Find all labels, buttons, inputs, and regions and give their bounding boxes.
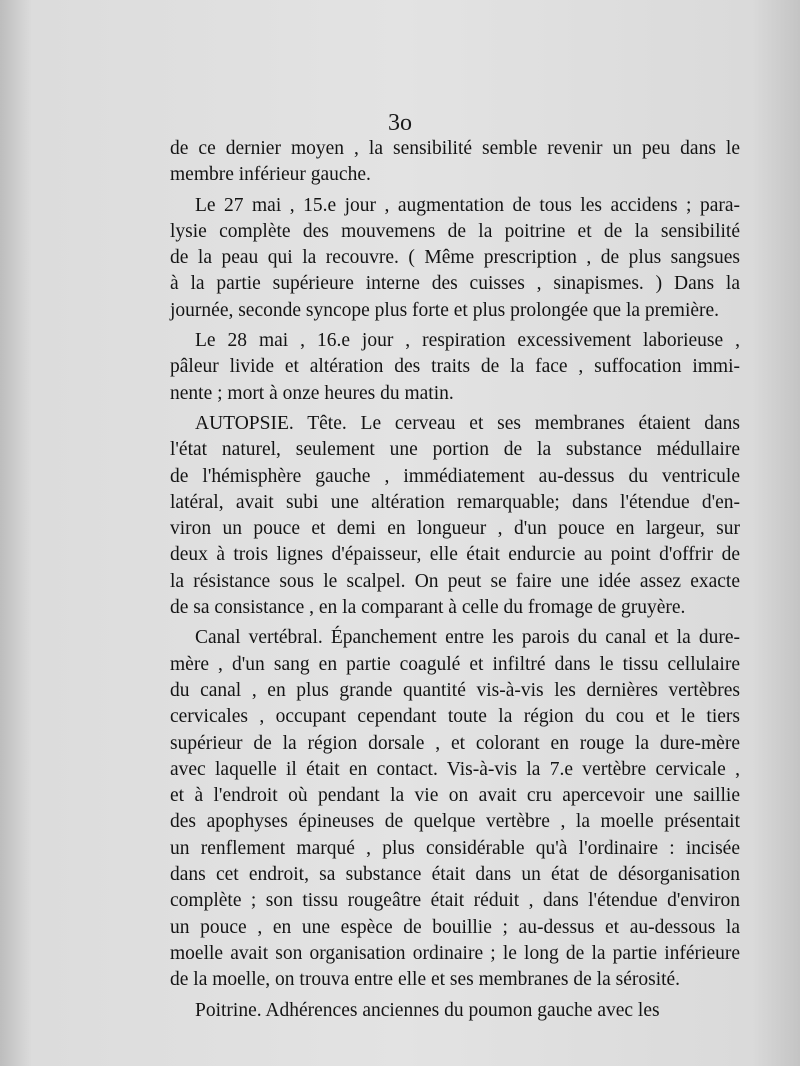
paragraph — [145, 625, 740, 993]
text-line: supérieur de la région dorsale , et colorant en rouge la dure-mère — [170, 732, 740, 754]
text-line: mère , d'un sang en partie coagulé et infiltré dans le tissu cellulaire — [170, 653, 740, 675]
text-line: nente ; mort à onze heures du matin. — [170, 382, 454, 404]
text-line: avec laquelle il était en contact. Vis-à-vis la 7.e vertèbre cervicale , — [170, 758, 740, 780]
text-line: Poitrine. Adhérences anciennes du poumon gauche avec les — [195, 999, 660, 1021]
text-line: Le 27 mai , 15.e jour , augmentation de tous les accidens ; para- — [195, 194, 740, 216]
text-line: latéral, avait subi une altération remarquable; dans l'étendue d'en- — [170, 491, 740, 513]
text-line: du canal , en plus grande quantité vis-à-vis les dernières vertèbres — [170, 679, 740, 701]
text-line: membre inférieur gauche. — [170, 164, 371, 186]
text-line: de ce dernier moyen , la sensibilité semble revenir un peu dans le — [170, 138, 740, 159]
paragraph — [145, 193, 740, 324]
text-line: de la peau qui la recouvre. ( Même prescription , de plus sangsues — [170, 247, 740, 269]
text-line: de sa consistance , en la comparant à celle du fromage de gruyère. — [170, 597, 686, 619]
text-line: AUTOPSIE. Tête. Le cerveau et ses membranes étaient dans — [195, 412, 740, 434]
text-line: cervicales , occupant cependant toute la région du cou et le tiers — [170, 706, 740, 728]
page-number: 3o — [388, 110, 412, 136]
paragraph — [145, 328, 740, 407]
paragraph — [145, 998, 740, 1024]
body-text — [145, 136, 740, 1028]
paragraph — [145, 411, 740, 621]
text-line: et à l'endroit où pendant la vie on avait cru apercevoir une saillie — [170, 785, 740, 807]
text-line: un pouce , en une espèce de bouillie ; au-dessus et au-dessous la — [170, 916, 740, 938]
text-line: pâleur livide et altération des traits de la face , suffocation immi- — [170, 356, 740, 378]
text-line: de la moelle, on trouva entre elle et ses membranes de la sérosité. — [170, 969, 681, 991]
text-line: lysie complète des mouvemens de la poitrine et de la sensibilité — [170, 220, 740, 242]
text-line: des apophyses épineuses de quelque vertèbre , la moelle présentait — [170, 811, 740, 833]
text-line: journée, seconde syncope plus forte et plus prolongée que la première. — [170, 299, 720, 321]
text-line: complète ; son tissu rougeâtre était réduit , dans l'étendue d'environ — [170, 890, 740, 912]
text-line: l'état naturel, seulement une portion de la substance médullaire — [170, 439, 740, 461]
paragraph — [145, 136, 740, 189]
text-line: de l'hémisphère gauche , immédiatement au-dessus du ventricule — [170, 465, 740, 487]
text-line: dans cet endroit, sa substance était dans un état de désorganisation — [170, 864, 740, 886]
text-line: à la partie supérieure interne des cuisses , sinapismes. ) Dans la — [170, 273, 740, 295]
text-line: la résistance sous le scalpel. On peut se faire une idée assez exacte — [170, 570, 740, 592]
text-line: Le 28 mai , 16.e jour , respiration excessivement laborieuse , — [195, 330, 740, 352]
text-line: deux à trois lignes d'épaisseur, elle était endurcie au point d'offrir de — [170, 544, 740, 566]
text-line: Canal vertébral. Épanchement entre les parois du canal et la dure- — [195, 627, 740, 649]
text-line: un renflement marqué , plus considérable qu'à l'ordinaire : incisée — [170, 837, 740, 859]
text-line: moelle avait son organisation ordinaire ; le long de la partie inférieure — [170, 942, 740, 964]
text-line: viron un pouce et demi en longueur , d'un pouce en largeur, sur — [170, 518, 740, 540]
